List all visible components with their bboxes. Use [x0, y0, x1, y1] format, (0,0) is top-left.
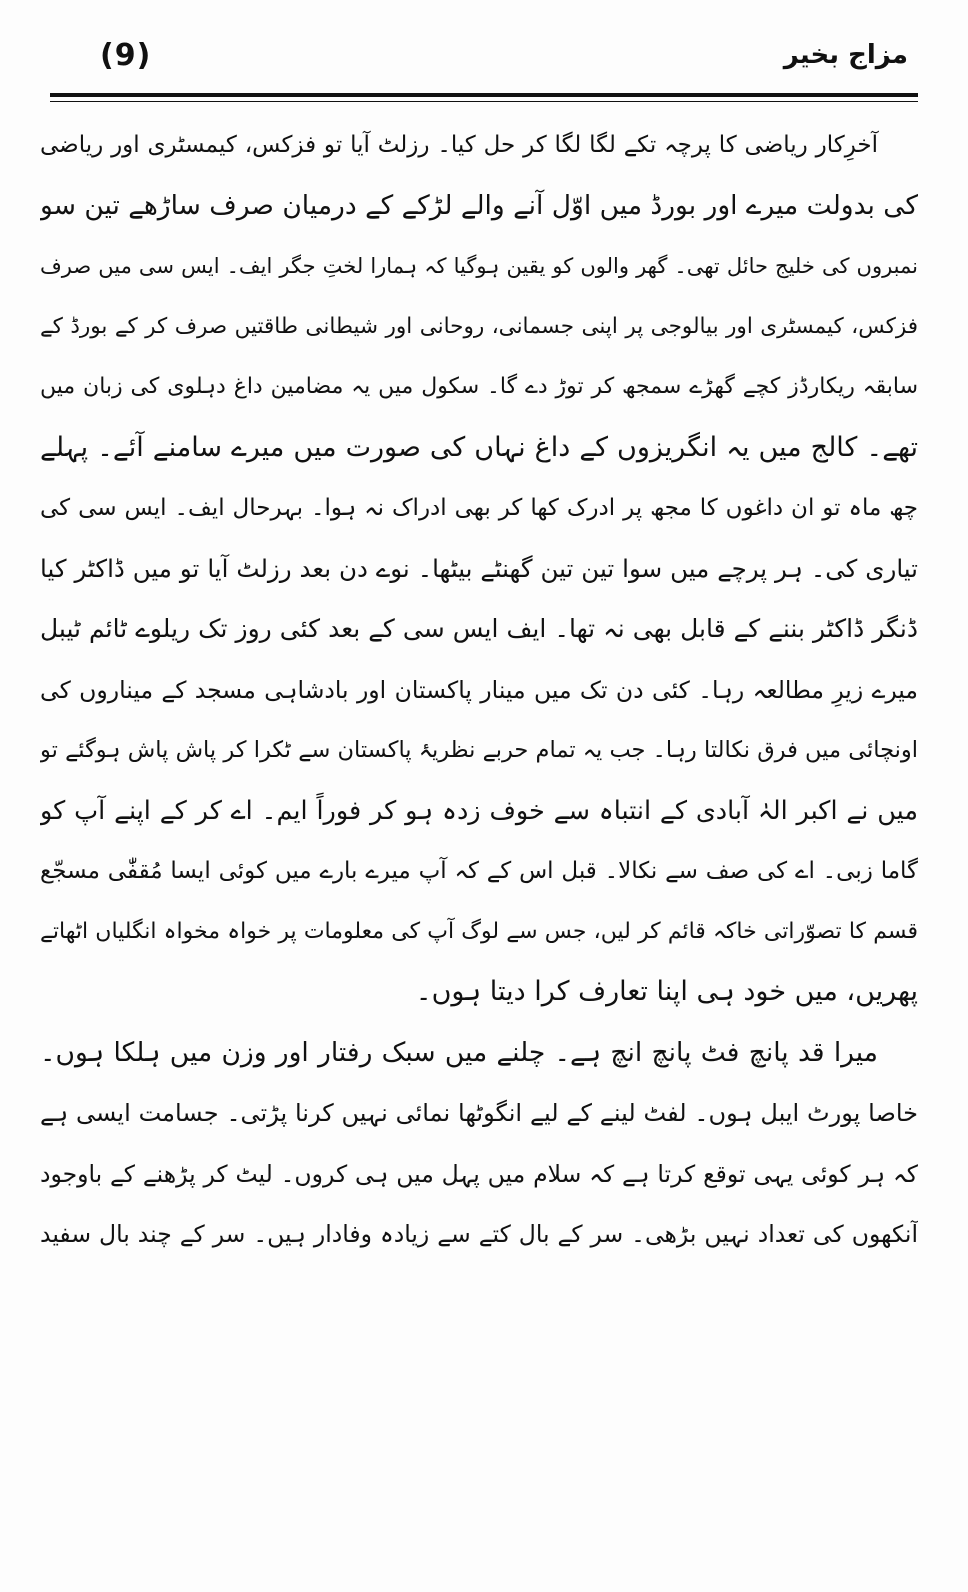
text-line: تھے۔ کالج میں یہ انگریزوں کے داغ نہاں کی صورت میں میرے سامنے آئے۔ پہلے [40, 431, 918, 463]
paragraph-2 [40, 1023, 918, 1265]
text-line: میرا قد پانچ فٹ پانچ انچ ہے۔ چلنے میں سبک رفتار اور وزن میں ہلکا ہوں۔ [40, 1036, 878, 1068]
text-line: آنکھوں کی تعداد نہیں بڑھی۔ سر کے بال کتے سے زیادہ وفادار ہیں۔ سر کے چند بال سفید [40, 1220, 918, 1248]
header-rule-thin [50, 101, 918, 102]
text-line: کی بدولت میرے اور بورڈ میں اوّل آنے والے لڑکے کے درمیان صرف ساڑھے تین سو [40, 189, 918, 221]
text-line: گاما زبی۔ اے کی صف سے نکالا۔ قبل اس کے کہ آپ میرے بارے میں کوئی ایسا مُقفّٰی مسجّع [40, 858, 918, 884]
text-line: چھ ماہ تو ان داغوں کا مجھ پر ادرک کھا کر بھی ادراک نہ ہوا۔ بہرحال ایف۔ ایس سی کی [40, 495, 918, 521]
text-line: میں نے اکبر الہٰ آبادی کے انتباہ سے خوف زدہ ہو کر فوراً ایم۔ اے کر کے اپنے آپ کو [40, 795, 918, 826]
text-line: قسم کا تصوّراتی خاکہ قائم کر لیں، جس سے لوگ آپ کی معلومات پر خواہ مخواہ انگلیاں اٹھاتے [40, 918, 918, 944]
text-line: فزکس، کیمسٹری اور بیالوجی پر اپنی جسمانی، روحانی اور شیطانی طاقتیں صرف کر کے بورڈ کے [40, 313, 918, 339]
page-number: (9) [100, 38, 152, 73]
text-line: کہ ہر کوئی یہی توقع کرتا ہے کہ سلام میں پہل میں ہی کروں۔ لیٹ کر پڑھنے کے باوجود [40, 1159, 918, 1188]
text-line: نمبروں کی خلیج حائل تھی۔ گھر والوں کو یقین ہوگیا کہ ہمارا لختِ جگر ایف۔ ایس سی میں صرف [40, 254, 918, 278]
text-line: آخرِکار ریاضی کا پرچہ تکے لگا لگا کر حل کیا۔ رزلٹ آیا تو فزکس، کیمسٹری اور ریاضی [40, 132, 878, 158]
text-line: اونچائی میں فرق نکالتا رہا۔ جب یہ تمام حربے نظریۂ پاکستان سے ٹکرا کر پاش پاش ہوگئے تو [40, 737, 918, 763]
body-text [40, 115, 918, 1265]
running-title: مزاج بخیر [783, 40, 908, 70]
page-header [40, 30, 918, 90]
text-line: سابقہ ریکارڈز کچے گھڑے سمجھ کر توڑ دے گا۔ سکول میں یہ مضامین داغ دہلوی کی زبان میں [40, 374, 918, 399]
text-line: پھریں، میں خود ہی اپنا تعارف کرا دیتا ہوں۔ [415, 976, 918, 1007]
text-line: خاصا پورٹ ایبل ہوں۔ لفٹ لینے کے لیے انگوٹھا نمائی نہیں کرنا پڑتی۔ جسامت ایسی ہے [40, 1099, 918, 1127]
header-rule-thick [50, 93, 918, 97]
text-line: میرے زیرِ مطالعہ رہا۔ کئی دن تک میں مینار پاکستان اور بادشاہی مسجد کے میناروں کی [40, 675, 918, 704]
text-line: تیاری کی۔ ہر پرچے میں سوا تین تین گھنٹے بیٹھا۔ نوے دن بعد رزلٹ آیا تو میں ڈاکٹر کیا [40, 553, 918, 583]
text-line: ڈنگر ڈاکٹر بننے کے قابل بھی نہ تھا۔ ایف ایس سی کے بعد کئی روز تک ریلوے ٹائم ٹیبل [40, 614, 918, 643]
paragraph-1 [40, 115, 918, 1023]
